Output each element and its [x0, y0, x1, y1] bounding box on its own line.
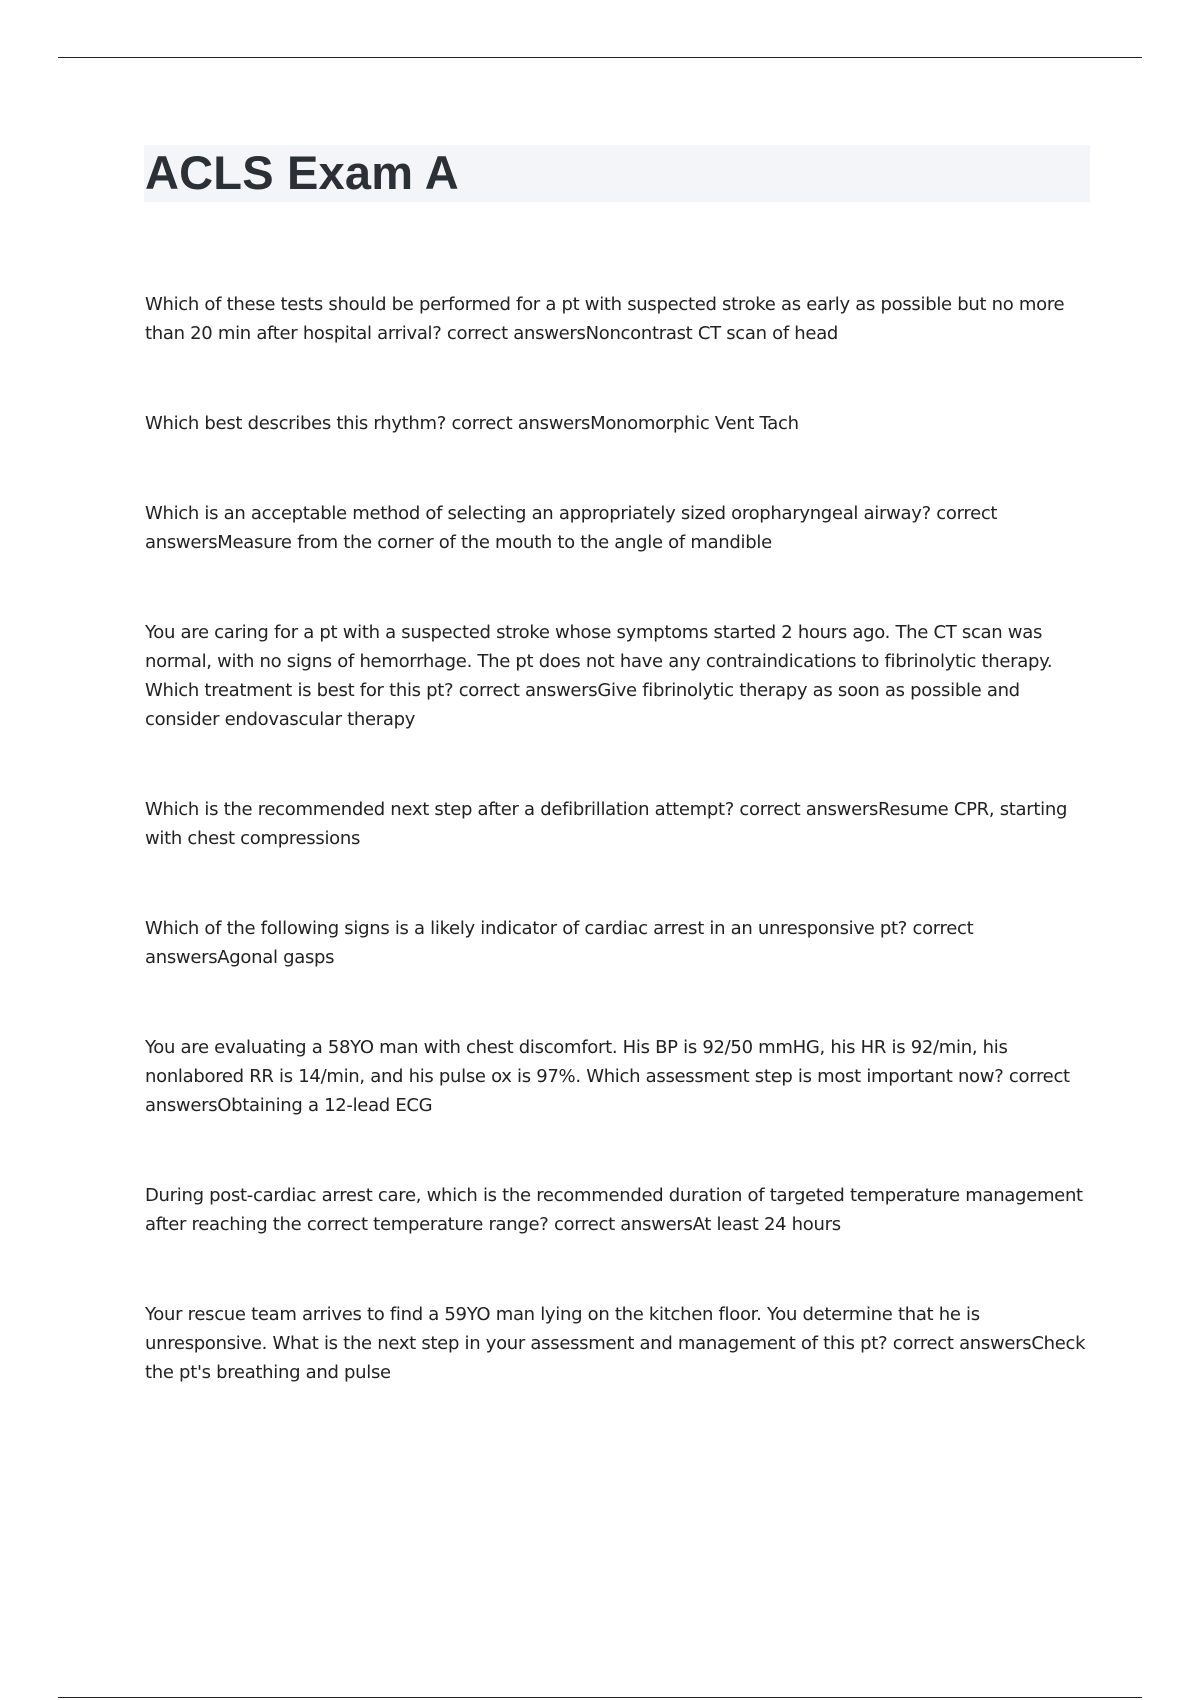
- question-list: [145, 290, 1090, 1448]
- question-item: Which best describes this rhythm? correct answersMonomorphic Vent Tach: [145, 413, 799, 434]
- top-rule: [58, 57, 1142, 58]
- page-title: ACLS Exam A: [145, 146, 459, 199]
- question-item: Which is an acceptable method of selecting an appropriately sized oropharyngeal airway? correct answersMeasure from the corner of the mouth to the angle of mandible: [145, 503, 998, 553]
- question-item: Your rescue team arrives to find a 59YO man lying on the kitchen floor. You determine that he is unresponsive. What is the next step in your assessment and management of this pt? correct answersCheck the pt's breathing and pulse: [145, 1304, 1086, 1383]
- question-item: You are evaluating a 58YO man with chest discomfort. His BP is 92/50 mmHG, his HR is 92/min, his nonlabored RR is 14/min, and his pulse ox is 97%. Which assessment step is most important now? correct answersObtaining a 12-lead ECG: [145, 1037, 1070, 1116]
- question-item: Which of these tests should be performed for a pt with suspected stroke as early as possible but no more than 20 min after hospital arrival? correct answersNoncontrast CT scan of head: [145, 294, 1065, 344]
- question-item: During post-cardiac arrest care, which is the recommended duration of targeted temperature management after reaching the correct temperature range? correct answersAt least 24 hours: [145, 1185, 1083, 1235]
- bottom-rule: [58, 1697, 1142, 1698]
- question-item: Which is the recommended next step after a defibrillation attempt? correct answersResume CPR, starting with chest compressions: [145, 799, 1068, 849]
- question-item: Which of the following signs is a likely indicator of cardiac arrest in an unresponsive pt? correct answersAgonal gasps: [145, 918, 974, 968]
- question-item: You are caring for a pt with a suspected stroke whose symptoms started 2 hours ago. The CT scan was normal, with no signs of hemorrhage. The pt does not have any contraindications to fibrinolytic therapy. Which treatment is best for this pt? correct answersGive fibrinolytic therapy as soon as possible and consider endovascular therapy: [145, 622, 1053, 730]
